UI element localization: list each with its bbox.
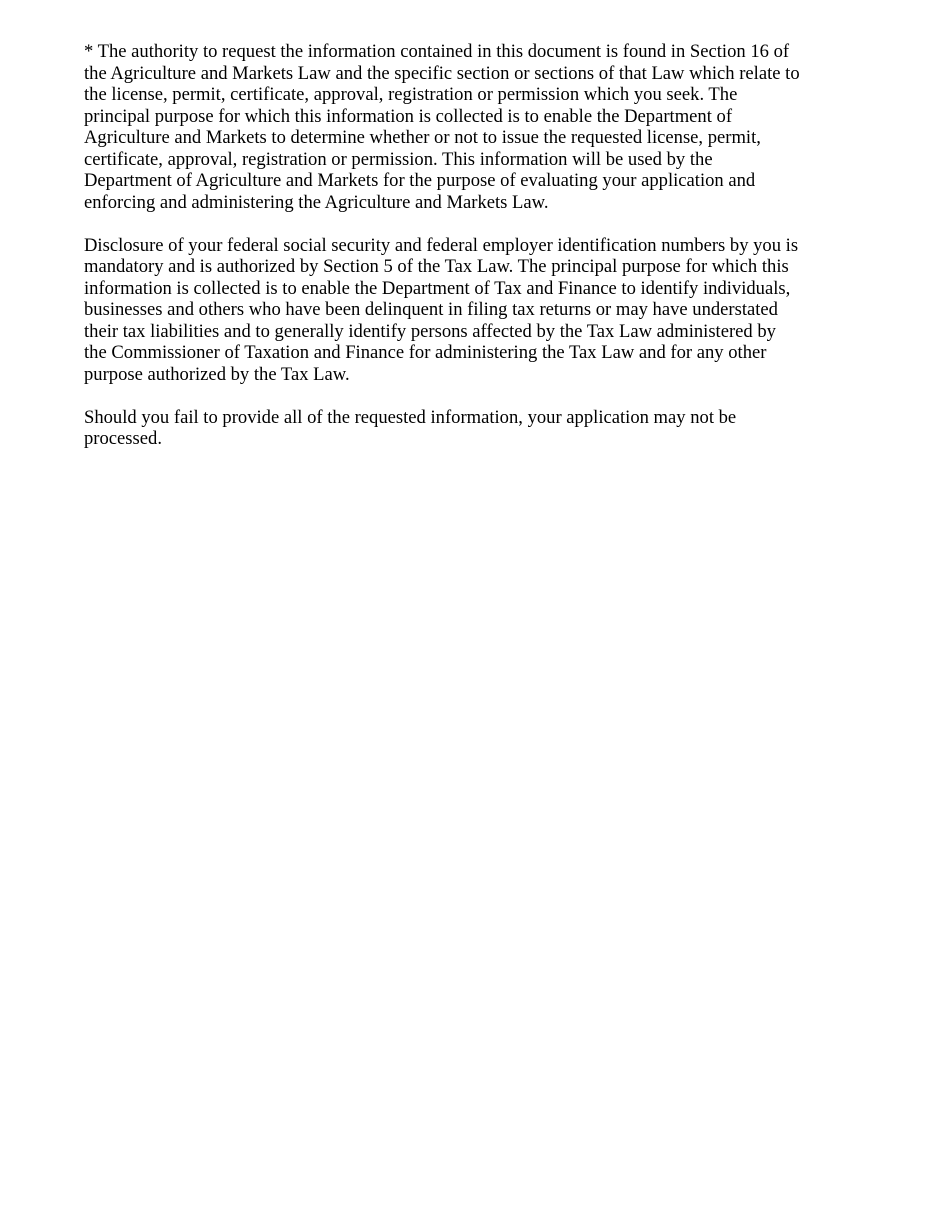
paragraph-authority-notice bbox=[84, 41, 874, 213]
text-line: certificate, approval, registration or permission. This information will be used by the bbox=[84, 148, 713, 170]
text-line: * The authority to request the information contained in this document is found in Section 16 of bbox=[84, 41, 790, 62]
text-line: information is collected is to enable the Department of Tax and Finance to identify individuals, bbox=[84, 277, 791, 299]
text-line: Disclosure of your federal social security and federal employer identification numbers by you is bbox=[84, 234, 799, 256]
text-line: the Commissioner of Taxation and Finance for administering the Tax Law and for any other bbox=[84, 342, 767, 363]
text-line: the Agriculture and Markets Law and the specific section or sections of that Law which relate to bbox=[84, 62, 800, 84]
text-line: mandatory and is authorized by Section 5 of the Tax Law. The principal purpose for which this bbox=[84, 256, 789, 277]
text-line: their tax liabilities and to generally identify persons affected by the Tax Law administered by bbox=[84, 320, 776, 342]
text-line: businesses and others who have been delinquent in filing tax returns or may have understated bbox=[84, 299, 778, 320]
text-line: enforcing and administering the Agriculture and Markets Law. bbox=[84, 191, 549, 213]
text-line: the license, permit, certificate, approval, registration or permission which you seek. The bbox=[84, 84, 738, 105]
text-line: principal purpose for which this information is collected is to enable the Department of bbox=[84, 105, 733, 127]
text-line: processed. bbox=[84, 428, 162, 449]
text-line: Department of Agriculture and Markets for the purpose of evaluating your application and bbox=[84, 170, 756, 191]
text-line: Agriculture and Markets to determine whether or not to issue the requested license, permit, bbox=[84, 127, 761, 148]
text-line: Should you fail to provide all of the requested information, your application may not be bbox=[84, 406, 737, 428]
paragraph-tax-disclosure bbox=[84, 235, 874, 386]
document-body bbox=[84, 41, 874, 471]
paragraph-failure-notice bbox=[84, 407, 874, 450]
text-line: purpose authorized by the Tax Law. bbox=[84, 363, 350, 385]
